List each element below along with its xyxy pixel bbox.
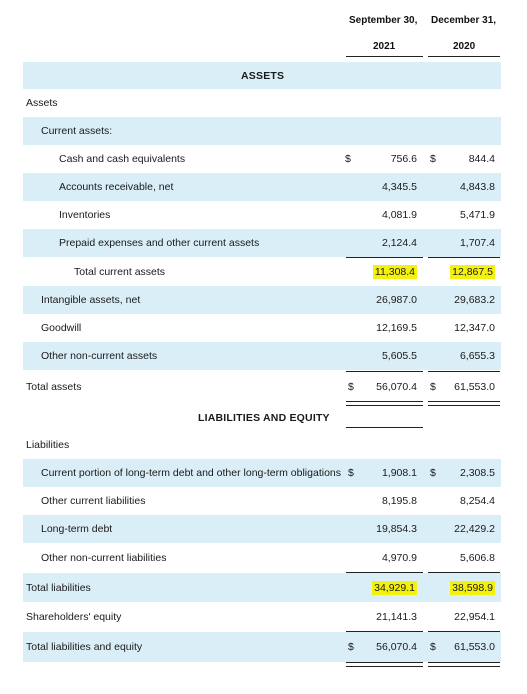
value-2020-highlighted: 12,867.5 (452, 266, 493, 278)
total-double-rule-2021 (346, 662, 423, 667)
currency-sign: $ (348, 641, 354, 653)
value-2021: 1,908.1 (381, 467, 417, 479)
value-2020: 2,308.5 (459, 467, 495, 479)
value-2020: 12,347.0 (454, 322, 495, 334)
row-inventories (23, 201, 501, 229)
row-label: Current portion of long-term debt and other long-term obligations (41, 467, 341, 479)
row-label: Inventories (59, 209, 111, 221)
value-2021: 4,970.9 (381, 551, 417, 564)
value-2021: 26,987.0 (376, 294, 417, 306)
row-total-current-assets (23, 258, 501, 286)
value-2020: 22,954.1 (454, 610, 495, 623)
row-label: Total current assets (74, 266, 166, 278)
currency-sign: $ (430, 467, 436, 479)
section-title-liabilities-equity: LIABILITIES AND EQUITY (198, 411, 330, 424)
section-rule-2021 (346, 427, 423, 428)
row-prepaid-expenses (23, 229, 501, 257)
row-label: Shareholders' equity (26, 610, 122, 623)
row-label: Accounts receivable, net (59, 181, 174, 193)
value-2021: 21,141.3 (376, 610, 417, 623)
col-header-2021-line2: 2021 (373, 41, 396, 52)
currency-sign: $ (348, 467, 354, 479)
value-2021: 4,345.5 (381, 181, 417, 193)
value-2020: 4,843.8 (459, 181, 495, 193)
row-label: Goodwill (41, 322, 82, 334)
currency-sign: $ (348, 381, 354, 393)
total-double-rule-2020 (428, 662, 500, 667)
row-other-noncurrent-assets (23, 342, 501, 370)
row-goodwill (23, 314, 501, 342)
value-2020: 61,553.0 (454, 381, 495, 393)
value-2020: 844.4 (468, 153, 495, 165)
row-intangible-assets (23, 286, 501, 314)
value-2021: 56,070.4 (376, 381, 417, 393)
value-2021-highlighted: 11,308.4 (374, 266, 415, 278)
col-header-2021-rule (346, 56, 423, 57)
row-label: Prepaid expenses and other current assets (59, 237, 260, 249)
currency-sign: $ (430, 153, 436, 165)
value-2021: 4,081.9 (381, 209, 417, 221)
row-other-current-liabilities (23, 487, 501, 515)
row-long-term-debt (23, 515, 501, 543)
currency-sign: $ (430, 641, 436, 653)
row-label: Long-term debt (41, 523, 113, 535)
col-header-2020-line2: 2020 (453, 41, 476, 52)
row-cash (23, 145, 501, 173)
row-label: Other non-current assets (41, 350, 158, 362)
value-2021: 8,195.8 (381, 495, 417, 507)
currency-sign: $ (345, 153, 351, 165)
value-2020: 22,429.2 (454, 523, 495, 535)
currency-sign: $ (430, 381, 436, 393)
value-2021: 19,854.3 (376, 523, 417, 535)
value-2020: 29,683.2 (454, 294, 495, 306)
value-2021: 5,605.5 (381, 350, 417, 362)
row-label: Cash and cash equivalents (59, 153, 186, 165)
row-label: Other non-current liabilities (41, 551, 167, 564)
value-2020: 8,254.4 (459, 495, 495, 507)
row-current-portion-ltd (23, 459, 501, 487)
row-label: Total liabilities (26, 581, 91, 594)
row-label: Other current liabilities (41, 495, 146, 507)
value-2020: 5,606.8 (459, 551, 495, 564)
row-label: Intangible assets, net (41, 294, 141, 306)
row-label: Total liabilities and equity (26, 641, 143, 653)
section-header-liabilities-equity (23, 404, 501, 431)
row-label: Liabilities (26, 439, 70, 451)
row-label: Total assets (26, 381, 82, 393)
col-header-2021-line1: September 30, (349, 15, 418, 26)
section-title-assets: ASSETS (241, 69, 285, 82)
value-2021: 56,070.4 (376, 641, 417, 653)
group-title-assets (23, 89, 501, 117)
row-label: Current assets: (41, 125, 113, 137)
value-2021: 756.6 (390, 153, 417, 165)
value-2020: 1,707.4 (459, 237, 495, 249)
row-accounts-receivable (23, 173, 501, 201)
row-total-assets (23, 373, 501, 401)
col-header-2020-rule (428, 56, 500, 57)
value-2021-highlighted: 34,929.1 (374, 581, 415, 594)
value-2021: 12,169.5 (376, 322, 417, 334)
row-total-liabilities-equity (23, 632, 501, 662)
section-header-assets (23, 62, 501, 89)
row-label: Assets (26, 97, 58, 109)
value-2020-highlighted: 38,598.9 (452, 581, 493, 594)
row-shareholders-equity (23, 602, 501, 631)
group-title-liabilities (23, 431, 501, 459)
subtotal-rule-2020 (428, 371, 500, 372)
row-other-noncurrent-liabilities (23, 543, 501, 572)
group-title-current-assets (23, 117, 501, 145)
value-2021: 2,124.4 (381, 237, 417, 249)
subtotal-rule-2021 (346, 371, 423, 372)
value-2020: 5,471.9 (459, 209, 495, 221)
value-2020: 6,655.3 (459, 350, 495, 362)
col-header-2020-line1: December 31, (431, 15, 497, 26)
row-total-liabilities (23, 573, 501, 602)
value-2020: 61,553.0 (454, 641, 495, 653)
